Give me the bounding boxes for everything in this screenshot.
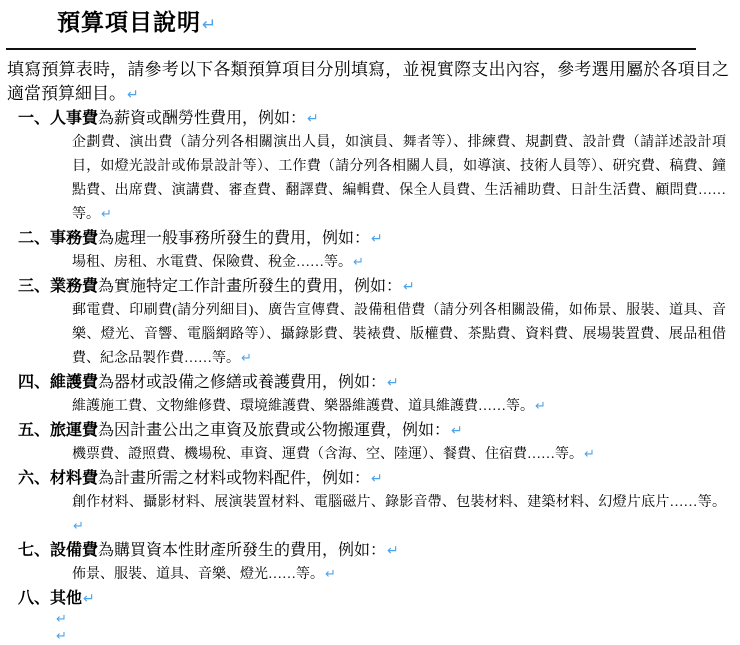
paragraph-mark-icon: ↵ [83, 591, 95, 607]
paragraph-mark-icon: ↵ [73, 519, 84, 534]
document-page [0, 6, 740, 645]
paragraph-mark-icon: ↵ [241, 351, 252, 366]
section-name: 維護費 [50, 374, 99, 391]
section-detail [72, 563, 726, 587]
paragraph-mark-icon: ↵ [101, 207, 112, 222]
section-desc: 為器材或設備之修繕或養護費用，例如： [98, 374, 387, 391]
intro-paragraph [7, 58, 729, 107]
intro-text: 填寫預算表時，請參考以下各類預算項目分別填寫，並視實際支出內容，參考選用屬於各項目之適當預算細目。 [7, 60, 729, 103]
section-office-fee [0, 227, 740, 275]
paragraph-mark-icon: ↵ [451, 423, 463, 439]
section-desc: 為因計畫公出之車資及旅費或公物搬運費，例如： [98, 422, 451, 439]
section-travel-fee [0, 419, 740, 467]
paragraph-mark-icon: ↵ [202, 15, 217, 35]
paragraph-mark-icon: ↵ [325, 567, 336, 582]
paragraph-mark-icon: ↵ [353, 255, 364, 270]
section-number: 二、 [18, 230, 51, 247]
section-detail-text: 郵電費、印刷費(請分列細目)、廣告宣傳費、設備租借費（請分列各相關設備，如佈景、服裝、道具、音樂、燈光、音響、電腦網路等）、攝錄影費、裝裱費、版權費、茶點費、資料費、展場裝置費、展品租借費、紀念品製作費……等。 [72, 303, 726, 366]
paragraph-mark-icon: ↵ [387, 543, 399, 559]
paragraph-mark-icon: ↵ [56, 629, 67, 644]
section-heading [18, 539, 740, 563]
section-detail-text: 企劃費、演出費（請分列各相關演出人員，如演員、舞者等）、排練費、規劃費、設計費（請詳述設計項目，如燈光設計或佈景設計等）、工作費（請分列各相關人員，如導演、技術人員等）、研究費、稿費、鐘點費、出席費、演講費、審查費、翻譯費、編輯費、保全人員費、生活補助費、日計生活費、顧問費……等。 [72, 135, 726, 222]
title-row [57, 6, 740, 40]
section-name: 業務費 [50, 278, 99, 295]
section-number: 六、 [18, 470, 51, 487]
document-body [0, 58, 740, 645]
paragraph-mark-icon: ↵ [127, 87, 139, 103]
section-desc: 為處理一般事務所發生的費用，例如： [98, 230, 371, 247]
section-detail [72, 443, 726, 467]
section-name: 旅運費 [50, 422, 99, 439]
section-number: 四、 [18, 374, 51, 391]
section-desc: 為薪資或酬勞性費用，例如： [98, 110, 307, 127]
paragraph-mark-icon: ↵ [387, 375, 399, 391]
section-heading [18, 227, 740, 251]
section-heading [18, 419, 740, 443]
section-name: 材料費 [50, 470, 99, 487]
paragraph-mark-icon: ↵ [403, 279, 415, 295]
paragraph-mark-icon: ↵ [584, 447, 595, 462]
section-heading [18, 107, 740, 131]
section-name: 人事費 [50, 110, 99, 127]
page-title: 預算項目說明 [57, 10, 201, 35]
section-detail-text: 佈景、服裝、道具、音樂、燈光……等。 [72, 567, 324, 582]
section-detail [72, 251, 726, 275]
paragraph-mark-icon: ↵ [535, 399, 546, 414]
section-detail [72, 299, 726, 371]
section-operations-fee [0, 275, 740, 371]
section-name: 事務費 [50, 230, 99, 247]
section-heading [18, 275, 740, 299]
section-maintenance-fee [0, 371, 740, 419]
section-desc: 為實施特定工作計畫所發生的費用，例如： [98, 278, 403, 295]
section-materials-fee [0, 467, 740, 539]
section-detail [72, 491, 726, 539]
section-personnel-fee [0, 107, 740, 227]
paragraph-mark-icon: ↵ [371, 471, 383, 487]
paragraph-mark-icon: ↵ [307, 111, 319, 127]
section-heading [18, 467, 740, 491]
empty-paragraph [55, 611, 740, 628]
section-desc: 為購買資本性財產所發生的費用，例如： [98, 542, 387, 559]
section-number: 七、 [18, 542, 51, 559]
section-name: 其他 [50, 590, 83, 607]
section-equipment-fee [0, 539, 740, 587]
empty-paragraph [55, 628, 740, 645]
section-number: 一、 [18, 110, 51, 127]
section-number: 三、 [18, 278, 51, 295]
paragraph-mark-icon: ↵ [56, 612, 67, 627]
section-heading [18, 371, 740, 395]
paragraph-mark-icon: ↵ [371, 231, 383, 247]
section-detail-text: 創作材料、攝影材料、展演裝置材料、電腦磁片、錄影音帶、包裝材料、建築材料、幻燈片底片……等。 [72, 495, 726, 510]
section-detail-text: 機票費、證照費、機場稅、車資、運費（含海、空、陸運）、餐費、住宿費……等。 [72, 447, 583, 462]
section-number: 八、 [18, 590, 51, 607]
section-detail [72, 395, 726, 419]
title-underline-rule [6, 48, 696, 50]
section-desc: 為計畫所需之材料或物料配件，例如： [98, 470, 371, 487]
section-detail [72, 131, 726, 227]
section-other [0, 587, 740, 611]
section-name: 設備費 [50, 542, 99, 559]
section-heading [18, 587, 740, 611]
section-detail-text: 場租、房租、水電費、保險費、稅金……等。 [72, 255, 352, 270]
section-detail-text: 維護施工費、文物維修費、環境維護費、樂器維護費、道具維護費……等。 [72, 399, 534, 414]
section-number: 五、 [18, 422, 51, 439]
